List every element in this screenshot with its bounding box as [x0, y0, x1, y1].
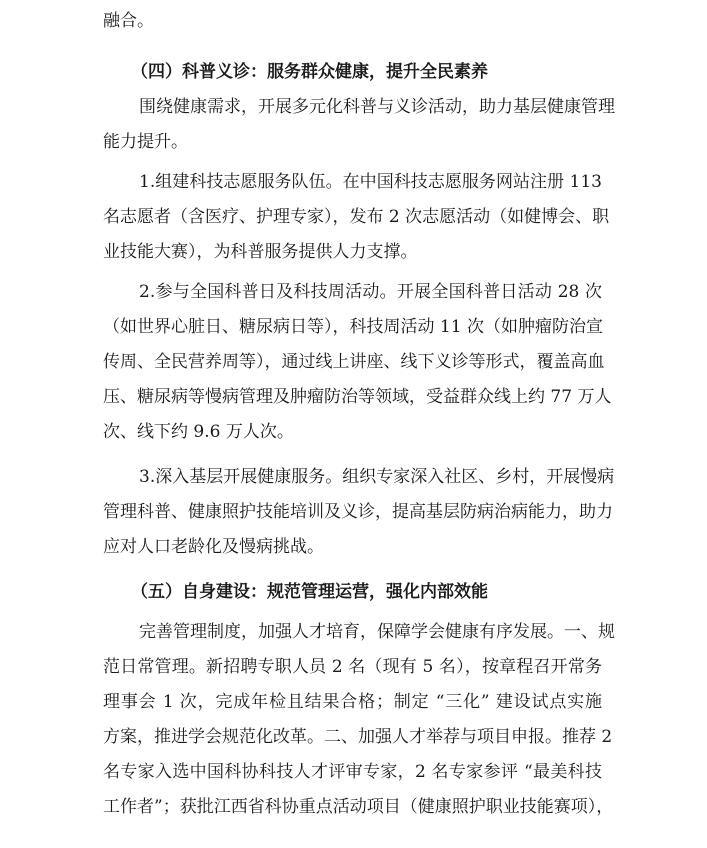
body-line: 名专家入选中国科协科技人才评审专家，2 名专家参评 “最美科技 — [103, 762, 602, 782]
body-line: 压、糖尿病等慢病管理及肿瘤防治等领域，受益群众线上约 77 万人 — [103, 387, 612, 407]
body-line: （如世界心脏日、糖尿病日等），科技周活动 11 次（如肿瘤防治宣 — [103, 317, 603, 337]
body-line: 传周、全民营养周等），通过线上讲座、线下义诊等形式，覆盖高血 — [103, 352, 605, 372]
body-line: 2.参与全国科普日及科技周活动。开展全国科普日活动 28 次 — [139, 282, 602, 302]
body-line: 3.深入基层开展健康服务。组织专家深入社区、乡村，开展慢病 — [139, 467, 615, 487]
body-line: 围绕健康需求，开展多元化科普与义诊活动，助力基层健康管理 — [139, 97, 615, 117]
body-line: 管理科普、健康照护技能培训及义诊，提高基层防病治病能力，助力 — [103, 502, 613, 522]
body-line: 工作者”；获批江西省科协重点活动项目（健康照护职业技能赛项）， — [103, 797, 614, 817]
body-line: 1.组建科技志愿服务队伍。在中国科技志愿服务网站注册 113 — [139, 172, 602, 192]
body-line: 方案，推进学会规范化改革。二、加强人才举荐与项目申报。推荐 2 — [103, 727, 613, 747]
body-line: 范日常管理。新招聘专职人员 2 名（现有 5 名），按章程召开常务 — [103, 657, 602, 677]
body-line: 业技能大赛），为科普服务提供人力支撑。 — [103, 242, 418, 262]
body-line: 融合。 — [103, 11, 154, 31]
section-heading: （四）科普义诊：服务群众健康，提升全民素养 — [131, 62, 488, 82]
section-heading: （五）自身建设：规范管理运营，强化内部效能 — [131, 582, 488, 602]
body-line: 能力提升。 — [103, 132, 188, 152]
body-line: 名志愿者（含医疗、护理专家），发布 2 次志愿活动（如健博会、职 — [103, 207, 610, 227]
body-line: 理事会 1 次，完成年检且结果合格；制定 “三化” 建设试点实施 — [103, 692, 602, 712]
body-line: 应对人口老龄化及慢病挑战。 — [103, 537, 324, 557]
body-line: 完善管理制度，加强人才培育，保障学会健康有序发展。一、规 — [139, 622, 615, 642]
body-line: 次、线下约 9.6 万人次。 — [103, 422, 294, 442]
